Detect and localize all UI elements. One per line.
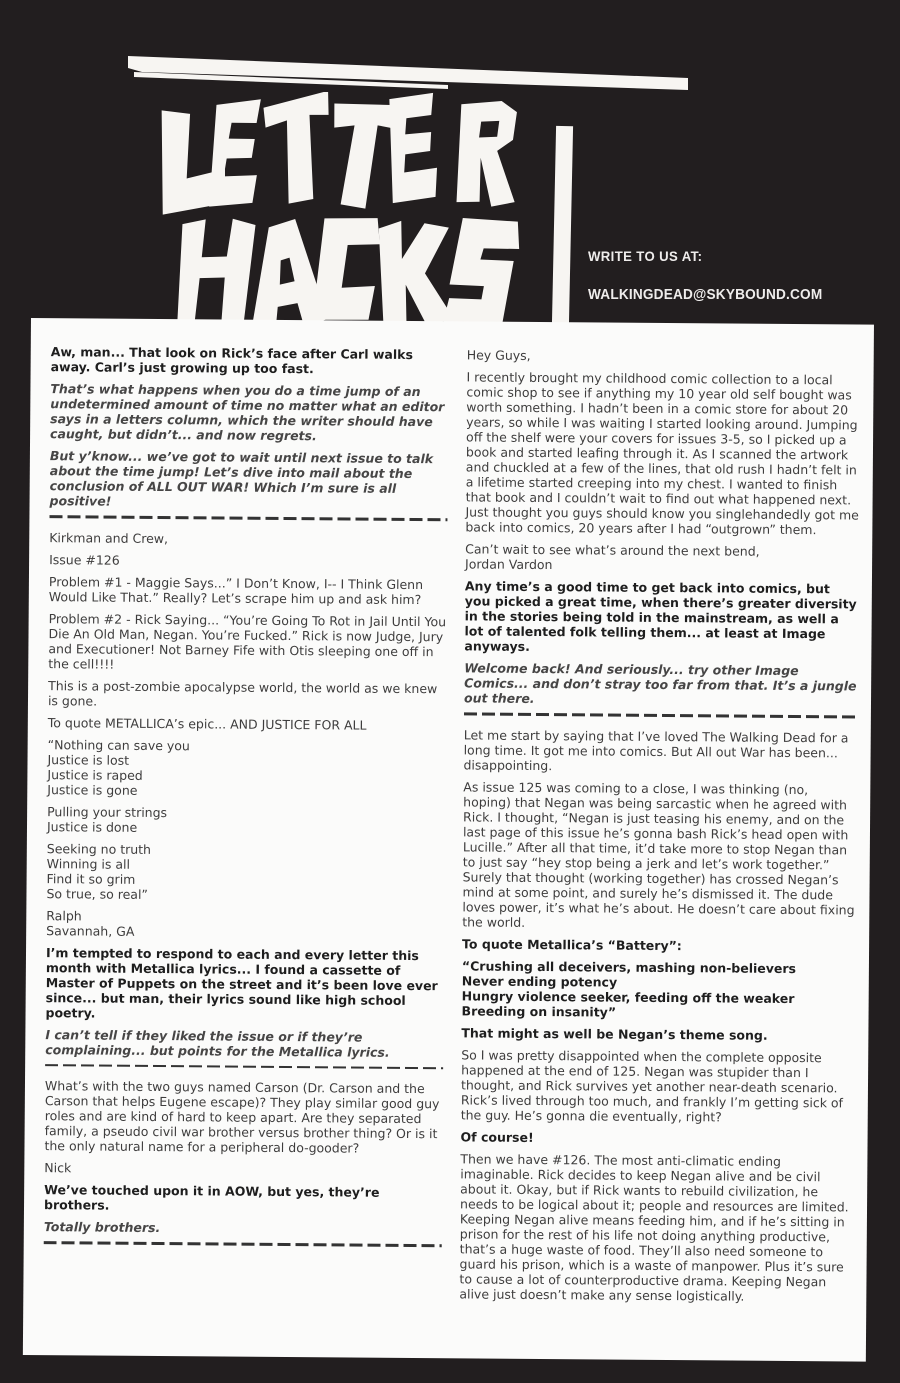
letter-paragraph: Problem #2 - Rick Saying... “You’re Going To Rot in Jail Until You Die An Old Man, Negan. You’re Fucked.” Rick is now Judge, Jury and Executioner! Not Barney Fife with Otis sleeping one off in the cell!!!!	[48, 610, 447, 672]
letter-paragraph: Let me start by saying that I’ve loved The Walking Dead for a long time. It got me into comics. But All out War has been... disappointing.	[463, 726, 849, 773]
editor-response: Totally brothers.	[43, 1219, 161, 1236]
letter-paragraph: What’s with the two guys named Carson (Dr. Carson and the Carson that helps Eugene escape)? They play similar good guy roles and are kind of hard to keep apart. Are they separated family, a pseudo civil war brother versus brother thing? Or is it the only natural name for a peripheral do-gooder?	[44, 1078, 440, 1156]
letter-signature: Ralph Savannah, GA	[46, 907, 135, 939]
left-column	[44, 344, 449, 1259]
letter-hacks-logo	[156, 92, 548, 334]
editor-response: That’s what happens when you do a time jump of an undetermined amount of time no matter what an editor says in a letters column, which the writer should have caught, but didn’t... and now regrets.	[50, 381, 445, 444]
content-panel	[23, 318, 874, 1362]
editor-response: I’m tempted to respond to each and every letter this month with Metallica lyrics... I found a cassette of Master of Puppets on the street and it’s been love ever since... but man, their lyrics sound like high school poetry.	[45, 944, 438, 1021]
letter-paragraph: I recently brought my childhood comic collection to a local comic shop to see if anything my 10 year old self bought was worth something. I hadn’t been in a comic store for about 20 years, so while I was waiting I started looking around. Jumping off the shelf were your covers for issues 3-5, so I picked up a book and started leafing through it. As I scanned the artwork and chuckled at a few of the lines, that old rush I hadn’t felt in a lifetime started creeping into my chest. I wanted to finish that book and I couldn’t wait to find out what happened next. Just thought you guys should know you singlehandedly got me back into comics, 20 years after I had “outgrown” them.	[465, 369, 859, 538]
letter-salutation: Kirkman and Crew,	[49, 529, 169, 546]
letter-paragraph: Issue #126	[49, 551, 120, 568]
letter-lyrics: “Nothing can save you Justice is lost Justice is raped Justice is gone	[47, 736, 190, 798]
divider-rule	[44, 1241, 442, 1247]
letter-lyrics: Pulling your strings Justice is done	[46, 803, 168, 835]
editor-response: I can’t tell if they liked the issue or if they’re complaining... but points for the Metallica lyrics.	[45, 1026, 390, 1060]
right-column	[459, 347, 861, 1311]
header-vertical-rule	[552, 126, 573, 326]
editor-response: But y’know... we’ve got to wait until next issue to talk about the time jump! Let’s dive into mail about the conclusion of ALL OUT WAR! Which I’m sure is all positive!	[49, 448, 434, 509]
editor-response: We’ve touched upon it in AOW, but yes, they’re brothers.	[43, 1182, 380, 1213]
letter-paragraph: That might as well be Negan’s theme song.	[461, 1024, 768, 1043]
editor-response: Aw, man... That look on Rick’s face after Carl walks away. Carl’s just growing up too fast.	[50, 344, 413, 377]
letter-quote-heading: To quote Metallica’s “Battery”:	[462, 935, 682, 953]
letter-signature: Can’t wait to see what’s around the next bend, Jordan Vardon	[465, 541, 760, 573]
divider-rule	[464, 712, 858, 718]
brush-stroke-top-icon	[118, 50, 698, 98]
email-address: WALKINGDEAD@SKYBOUND.COM	[588, 287, 823, 303]
divider-rule	[49, 515, 447, 521]
letterhacks-header	[0, 0, 900, 335]
letter-paragraph: So I was pretty disappointed when the complete opposite happened at the end of 125. Negan was stupider than I thought, and Rick survives yet another near-death scenario. Rick’s lived through too much, and frankly I’m getting sick of the guy. He’s gonna die eventually, right?	[460, 1046, 844, 1124]
editor-response: Of course!	[460, 1128, 534, 1145]
letter-lyrics: “Crushing all deceivers, mashing non-believers Never ending potency Hungry violence seeker, feeding off the weaker Breeding on insanity”	[461, 957, 797, 1020]
letter-signature: Nick	[44, 1160, 72, 1176]
divider-rule	[45, 1064, 443, 1070]
letter-paragraph: This is a post-zombie apocalypse world, the world as we knew is gone.	[47, 677, 438, 709]
letter-lyrics: Seeking no truth Winning is all Find it so grim So true, so real”	[46, 840, 152, 902]
editor-response: Any time’s a good time to get back into comics, but you picked a great time, when there’s greater diversity in the stories being told in the mainstream, as well a lot of talented folk telling them... at least at Image anyways.	[464, 578, 857, 654]
letter-salutation: Hey Guys,	[466, 347, 531, 363]
letter-paragraph: To quote METALLICA’s epic... AND JUSTICE FOR ALL	[47, 714, 367, 733]
letter-paragraph: Then we have #126. The most anti-climatic ending imaginable. Rick decides to keep Negan alive and be civil about it. Okay, but if Rick wants to rebuild civilization, he needs to be logical about it; people and resources are limited. Keeping Negan alive means feeding him, and if he’s sitting in prison for the rest of his life not doing anything productive, that’s a huge waste of food. They’ll also need someone to guard his prison, which is a waste of manpower. Plus it’s sure to cause a lot of counterproductive drama. Keeping Negan alive just doesn’t make any sense logistically.	[459, 1150, 849, 1304]
letter-paragraph: As issue 125 was coming to a close, I was thinking (no, hoping) that Negan was being sarcastic when he agreed with Rick. I thought, “Negan is just teasing his enemy, and on the last page of this issue he’s gonna bash Rick’s head open with Lucille.” After all that time, it’d take more to stop Negan than to just say “hey stop being a jerk and let’s work together.” Surely that thought (working together) has crossed Negan’s mind at some point, and surely he’s dismissed it. The dude loves power, it’s what he’s about. He doesn’t care about fixing the world.	[462, 778, 855, 930]
letter-paragraph: Problem #1 - Maggie Says...” I Don’t Know, I-- I Think Glenn Would Like That.” Really? Let’s scrape him up and ask him?	[48, 573, 424, 607]
write-to-us-label: WRITE TO US AT:	[588, 248, 703, 264]
editor-response: Welcome back! And seriously... try other Image Comics... and don’t stray too far from that. It’s a jungle out there.	[463, 660, 857, 706]
